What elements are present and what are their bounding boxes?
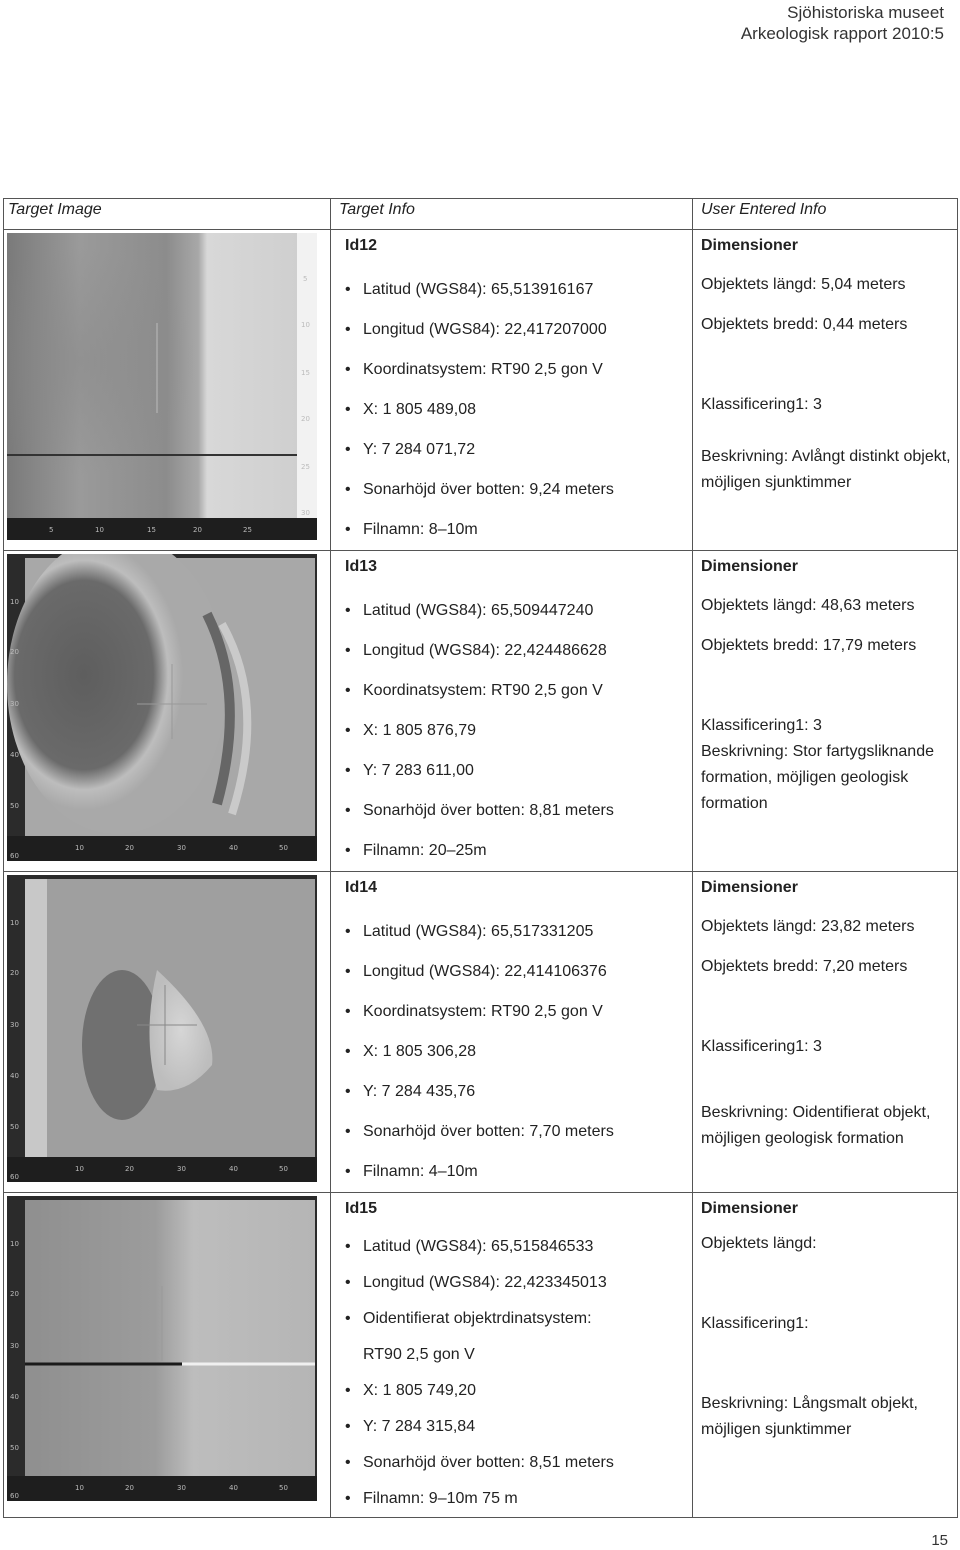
scale-label: 50 (279, 1484, 288, 1492)
list-item: • Longitud (WGS84): 22,423345013 (345, 1265, 692, 1301)
scale-label: 20 (301, 415, 310, 423)
classification: Klassificering1: (701, 1315, 809, 1332)
list-item: • Latitud (WGS84): 65,509447240 (345, 591, 692, 631)
sonar-image-cell (4, 230, 331, 551)
target-info-cell (331, 1193, 693, 1518)
list-item: • X: 1 805 876,79 (345, 711, 692, 751)
description: Beskrivning: Oidentifierat objekt, möjligen geologisk formation (701, 1104, 931, 1147)
scale-label: 20 (193, 526, 202, 534)
scale-label: 60 (10, 1173, 19, 1181)
list-item: • Filnamn: 20–25m (345, 831, 692, 871)
list-item: • Y: 7 284 435,76 (345, 1072, 692, 1112)
scale-label: 20 (125, 1165, 134, 1173)
classification: Klassificering1: 3 (701, 1038, 822, 1055)
table-row (4, 1193, 958, 1518)
list-item: • Filnamn: 8–10m (345, 510, 692, 550)
object-length: Objektets längd: 5,04 meters (701, 276, 906, 293)
target-info-list (345, 1229, 692, 1517)
scale-label: 10 (10, 1240, 19, 1248)
scale-label: 30 (301, 509, 310, 517)
object-width: Objektets bredd: 0,44 meters (701, 316, 908, 333)
header-org: Sjöhistoriska museet (787, 3, 944, 22)
scale-label: 20 (125, 1484, 134, 1492)
scale-label: 40 (10, 1072, 19, 1080)
scale-label: 50 (279, 844, 288, 852)
scale-label: 40 (229, 1484, 238, 1492)
scale-label: 50 (10, 1444, 19, 1452)
scale-label: 20 (10, 648, 19, 656)
scale-label: 10 (75, 1165, 84, 1173)
description: Beskrivning: Stor fartygsliknande formation, möjligen geologisk formation (701, 743, 934, 812)
scale-label: 10 (10, 598, 19, 606)
list-item: • Latitud (WGS84): 65,515846533 (345, 1229, 692, 1265)
description: Beskrivning: Långsmalt objekt, möjligen sjunktimmer (701, 1395, 918, 1438)
list-item: • Koordinatsystem: RT90 2,5 gon V (345, 992, 692, 1032)
target-id: Id13 (345, 558, 378, 575)
scale-label: 20 (10, 969, 19, 977)
target-id: Id12 (345, 237, 378, 254)
table-row (4, 551, 958, 872)
sonar-image (7, 1196, 317, 1501)
list-item: • X: 1 805 489,08 (345, 390, 692, 430)
scale-label: 50 (10, 1123, 19, 1131)
sonar-image (7, 554, 317, 861)
list-item: • Longitud (WGS84): 22,414106376 (345, 952, 692, 992)
target-id: Id15 (345, 1200, 378, 1217)
scale-label: 10 (301, 321, 310, 329)
object-width: Objektets bredd: 7,20 meters (701, 958, 908, 975)
scale-label: 10 (10, 919, 19, 927)
scale-label: 60 (10, 852, 19, 860)
scale-label: 10 (95, 526, 104, 534)
scale-label: 50 (279, 1165, 288, 1173)
classification: Klassificering1: 3 (701, 396, 822, 413)
scale-label: 15 (301, 369, 310, 377)
scale-label: 15 (147, 526, 156, 534)
target-table (3, 198, 958, 1518)
scale-label: 40 (10, 751, 19, 759)
sonar-image-cell (4, 551, 331, 872)
target-info-cell (331, 551, 693, 872)
scale-label: 30 (177, 1165, 186, 1173)
target-id: Id14 (345, 879, 378, 896)
list-item: • Longitud (WGS84): 22,424486628 (345, 631, 692, 671)
scale-label: 30 (10, 1021, 19, 1029)
object-length: Objektets längd: 48,63 meters (701, 597, 915, 614)
scale-label: 30 (177, 844, 186, 852)
scale-label: 5 (49, 526, 54, 534)
dimensions-title: Dimensioner (701, 237, 798, 254)
page-number: 15 (931, 1532, 948, 1549)
list-item: • X: 1 805 306,28 (345, 1032, 692, 1072)
target-info-cell (331, 230, 693, 551)
target-info-cell (331, 872, 693, 1193)
scale-label: 20 (10, 1290, 19, 1298)
list-item: • Sonarhöjd över botten: 8,81 meters (345, 791, 692, 831)
col-header-target-info: Target Info (331, 199, 693, 230)
list-item: • Sonarhöjd över botten: 9,24 meters (345, 470, 692, 510)
list-item: • Koordinatsystem: RT90 2,5 gon V (345, 350, 692, 390)
scale-label: 30 (10, 700, 19, 708)
user-info-cell (693, 872, 958, 1193)
table-row (4, 872, 958, 1193)
scale-label: 30 (10, 1342, 19, 1350)
table-row (4, 230, 958, 551)
header-report: Arkeologisk rapport 2010:5 (740, 24, 944, 43)
list-item: • Sonarhöjd över botten: 8,51 meters (345, 1445, 692, 1481)
dimensions-title: Dimensioner (701, 558, 798, 575)
scale-label: 20 (125, 844, 134, 852)
list-item: RT90 2,5 gon V (363, 1346, 475, 1363)
user-info-cell (693, 1193, 958, 1518)
list-item: • Latitud (WGS84): 65,513916167 (345, 270, 692, 310)
user-info-cell (693, 230, 958, 551)
scale-label: 30 (177, 1484, 186, 1492)
scale-label: 10 (75, 844, 84, 852)
scale-label: 60 (10, 1492, 19, 1500)
sonar-image (7, 233, 317, 540)
object-length: Objektets längd: (701, 1235, 817, 1252)
list-item: • Filnamn: 4–10m (345, 1152, 692, 1192)
col-header-user-info: User Entered Info (693, 199, 958, 230)
target-info-list (345, 912, 692, 1192)
user-info-cell (693, 551, 958, 872)
list-item: • X: 1 805 749,20 (345, 1373, 692, 1409)
list-item: • Latitud (WGS84): 65,517331205 (345, 912, 692, 952)
classification: Klassificering1: 3 (701, 717, 822, 734)
scale-label: 5 (303, 275, 308, 283)
list-item: • Y: 7 284 315,84 (345, 1409, 692, 1445)
scale-label: 25 (243, 526, 252, 534)
scale-label: 40 (229, 1165, 238, 1173)
dimensions-title: Dimensioner (701, 879, 798, 896)
list-item: • Filnamn: 9–10m 75 m (345, 1481, 692, 1517)
target-info-list (345, 591, 692, 871)
list-item: • Y: 7 283 611,00 (345, 751, 692, 791)
description: Beskrivning: Avlångt distinkt objekt, möjligen sjunktimmer (701, 448, 951, 491)
list-item: • Y: 7 284 071,72 (345, 430, 692, 470)
object-width: Objektets bredd: 17,79 meters (701, 637, 917, 654)
list-item: • Sonarhöjd över botten: 7,70 meters (345, 1112, 692, 1152)
scale-label: 25 (301, 463, 310, 471)
scale-label: 40 (229, 844, 238, 852)
sonar-image-cell (4, 872, 331, 1193)
list-item: • Koordinatsystem: RT90 2,5 gon V (345, 671, 692, 711)
dimensions-title: Dimensioner (701, 1200, 798, 1217)
list-item: • Longitud (WGS84): 22,417207000 (345, 310, 692, 350)
list-item: • Oidentifierat objektrdinatsystem: (345, 1301, 692, 1337)
object-length: Objektets längd: 23,82 meters (701, 918, 915, 935)
scale-label: 40 (10, 1393, 19, 1401)
page-header (741, 2, 944, 44)
sonar-image (7, 875, 317, 1182)
scale-label: 50 (10, 802, 19, 810)
sonar-image-cell (4, 1193, 331, 1518)
target-info-list (345, 270, 692, 550)
col-header-target-image: Target Image (4, 199, 331, 230)
scale-label: 10 (75, 1484, 84, 1492)
